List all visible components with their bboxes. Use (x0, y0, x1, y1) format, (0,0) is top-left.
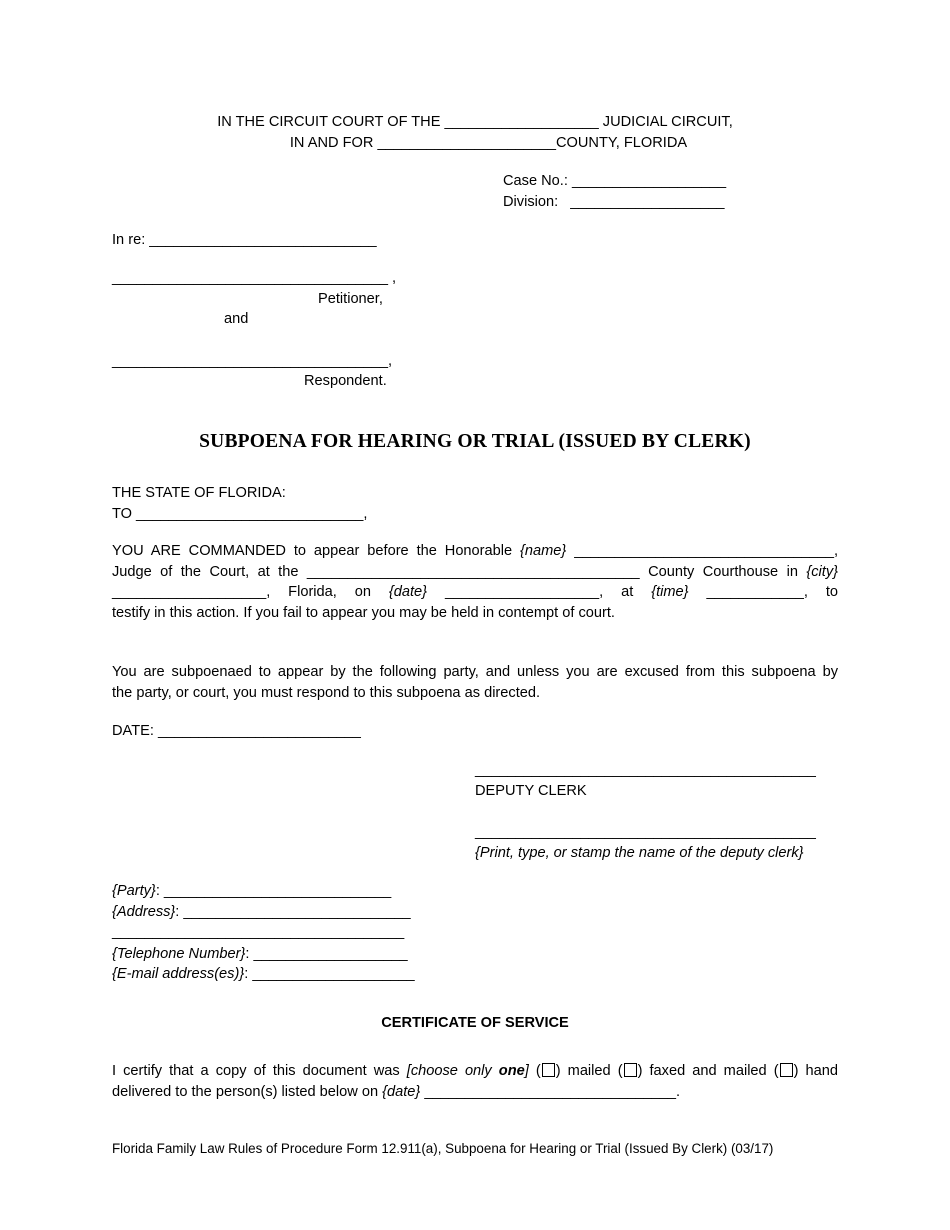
court-heading-line-2: IN AND FOR ______________________COUNTY, FLORIDA (289, 135, 688, 151)
petitioner-label: Petitioner, (318, 291, 383, 307)
date-field: DATE: _________________________ (112, 723, 361, 739)
document-title: SUBPOENA FOR HEARING OR TRIAL (ISSUED BY CLERK) (199, 431, 751, 452)
case-number-field: Case No.: ___________________ (503, 173, 727, 189)
address-line-2: ____________________________________ (112, 924, 405, 940)
notice-line-1: You are subpoenaed to appear by the following party, and unless you are excused from this subpoena by (112, 664, 838, 680)
notice-line-2: the party, or court, you must respond to this subpoena as directed. (112, 684, 541, 701)
address-field: {Address}: ____________________________ (112, 904, 411, 920)
command-line-2: Judge of the Court, at the _________________________________________ County Courthouse in {city} (112, 563, 838, 580)
clerk-signature-line: __________________________________________ (475, 762, 816, 778)
certificate-line-2: delivered to the person(s) listed below on {date} _______________________________. (112, 1083, 681, 1100)
email-field: {E-mail address(es)}: ____________________ (112, 966, 415, 982)
clerk-name-line: __________________________________________ (475, 824, 816, 840)
mailed-checkbox[interactable] (542, 1063, 555, 1077)
and-label: and (224, 311, 249, 327)
court-heading-line-1: IN THE CIRCUIT COURT OF THE ___________________ JUDICIAL CIRCUIT, (217, 114, 733, 130)
state-of-florida-label: THE STATE OF FLORIDA: (112, 485, 286, 501)
party-field: {Party}: ____________________________ (112, 883, 392, 899)
clerk-name-instruction: {Print, type, or stamp the name of the deputy clerk} (475, 845, 804, 861)
command-line-4: testify in this action. If you fail to appear you may be held in contempt of court. (112, 604, 615, 621)
command-paragraph (112, 541, 838, 623)
command-line-3: ___________________, Florida, on {date} ___________________, at {time} ____________, to (112, 584, 838, 601)
hand-delivered-checkbox[interactable] (780, 1063, 793, 1077)
faxed-mailed-checkbox[interactable] (624, 1063, 637, 1077)
respondent-label: Respondent. (304, 373, 387, 389)
certificate-heading: CERTIFICATE OF SERVICE (381, 1015, 569, 1031)
in-re-field: In re: ____________________________ (112, 232, 377, 248)
certificate-line-1: I certify that a copy of this document was [choose only one] ( ) mailed ( ) faxed and mailed ( ) hand (112, 1063, 838, 1079)
telephone-field: {Telephone Number}: ___________________ (112, 946, 408, 962)
division-field: Division: ___________________ (503, 194, 725, 210)
respondent-blank: __________________________________, (112, 353, 393, 369)
form-footer: Florida Family Law Rules of Procedure Form 12.911(a), Subpoena for Hearing or Trial (Issued By Clerk) (03/17) (112, 1141, 774, 1156)
deputy-clerk-label: DEPUTY CLERK (475, 783, 587, 799)
to-field: TO ____________________________, (112, 506, 368, 522)
petitioner-blank: __________________________________ , (112, 270, 397, 286)
command-line-1: YOU ARE COMMANDED to appear before the Honorable {name} ________________________________, (112, 543, 839, 559)
notice-paragraph (112, 662, 838, 703)
certificate-paragraph (112, 1061, 838, 1102)
